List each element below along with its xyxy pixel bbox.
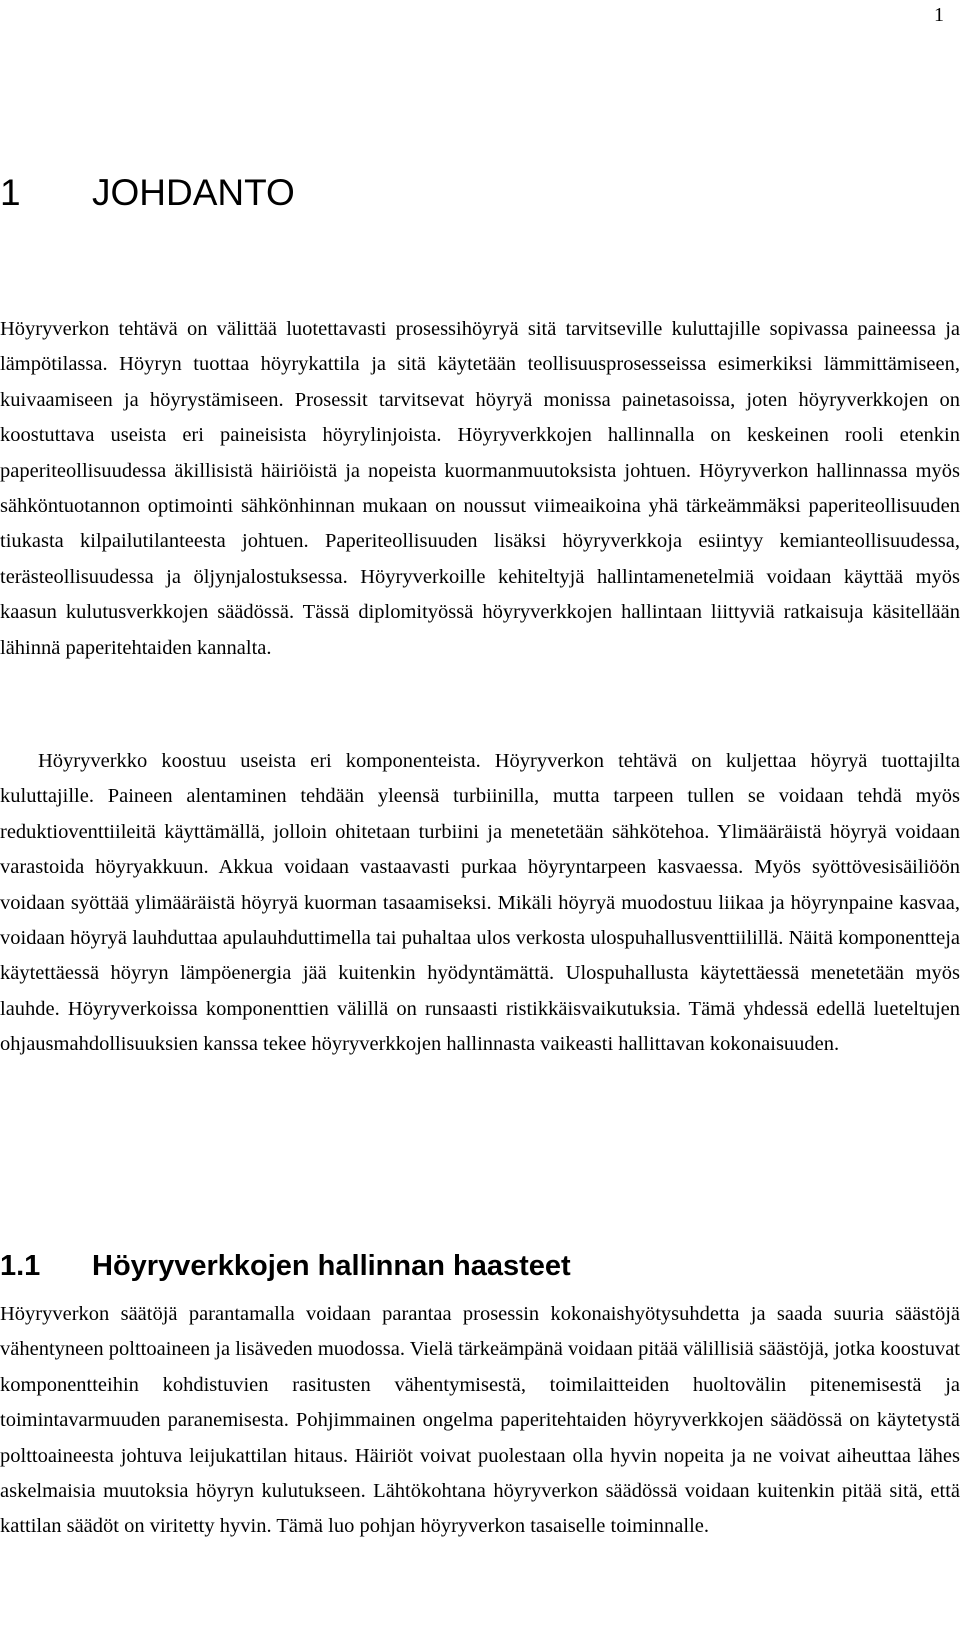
intro-paragraph-1: Höyryverkon tehtävä on välittää luotettavasti prosessihöyryä sitä tarvitseville kuluttajille sopivassa paineessa ja lämpötilassa. Höyryn tuottaa höyrykattila ja sitä käytetään teollisuusprosesseissa esimerkiksi lämmittämiseen, kuivaamiseen ja höyrystämiseen. Prosessit tarvitsevat höyryä monissa painetasoissa, joten höyryverkkojen on koostuttava useista eri paineisista höyrylinjoista. Höyryverkkojen hallinnalla on keskeinen rooli etenkin paperiteollisuudessa äkillisistä häiriöistä ja nopeista kuormanmuutoksista johtuen. Höyryverkon hallinnassa myös sähköntuotannon optimointi sähkönhinnan mukaan on noussut viimeaikoina yhä tärkeämmäksi paperiteollisuuden tiukasta kilpailutilanteesta johtuen. Paperiteollisuuden lisäksi höyryverkkoja esiintyy kemianteollisuudessa, terästeollisuudessa ja öljynjalostuksessa. Höyryverkoille kehiteltyjä hallintamenetelmiä voidaan käyttää myös kaasun kulutusverkkojen säädössä. Tässä diplomityössä höyryverkkojen hallintaan liittyviä ratkaisuja käsitellään lähinnä paperitehtaiden kannalta. xyxy=(0,318,960,659)
chapter-heading xyxy=(0,172,295,214)
chapter-number: 1 xyxy=(0,172,21,213)
chapter-title: JOHDANTO xyxy=(92,172,295,213)
section-number: 1.1 xyxy=(0,1250,41,1282)
section-paragraph-1: Höyryverkon säätöjä parantamalla voidaan parantaa prosessin kokonaishyötysuhdetta ja saada suuria säästöjä vähentyneen polttoaineen ja lisäveden muodossa. Vielä tärkeämpänä voidaan pitää välillisiä säästöjä, jotka koostuvat komponentteihin kohdistuvien rasitusten vähentymisestä, toimilaitteiden huoltovälin pitenemisestä ja toimintavarmuuden paranemisesta. Pohjimmainen ongelma paperitehtaiden höyryverkkojen säädössä on käytetystä polttoaineesta johtuva leijukattilan hitaus. Häiriöt voivat puolestaan olla hyvin nopeita ja ne voivat aiheuttaa lähes askelmaisia muutoksia höyryn kulutukseen. Lähtökohtana höyryverkon säädössä voidaan kuitenkin pitää sitä, että kattilan säädöt on viritetty hyvin. Tämä luo pohjan höyryverkon tasaiselle toiminnalle. xyxy=(0,1303,960,1538)
intro-paragraph-2: Höyryverkko koostuu useista eri komponenteista. Höyryverkon tehtävä on kuljettaa höyryä tuottajilta kuluttajille. Paineen alentaminen tehdään yleensä turbiinilla, mutta tarpeen tullen se voidaan tehdä myös reduktioventtiileitä käyttämällä, jolloin ohitetaan turbiini ja menetetään sähkötehoa. Ylimääräistä höyryä voidaan varastoida höyryakkuun. Akkua voidaan vastaavasti purkaa höyryntarpeen kasvaessa. Myös syöttövesisäiliöön voidaan syöttää ylimääräistä höyryä kuorman tasaamiseksi. Mikäli höyryä muodostuu liikaa ja höyrynpaine kasvaa, voidaan höyryä lauhduttaa apulauhduttimella tai puhaltaa ulos verkosta ulospuhallusventtiilillä. Näitä komponentteja käytettäessä höyryn lämpöenergia jää kuitenkin hyödyntämättä. Ulospuhallusta käytettäessä menetetään myös lauhde. Höyryverkoissa komponenttien välillä on runsaasti ristikkäisvaikutuksia. Tämä yhdessä edellä lueteltujen ohjausmahdollisuuksien kanssa tekee höyryverkkojen hallinnasta vaikeasti hallittavan kokonaisuuden. xyxy=(0,750,960,1056)
section-heading xyxy=(0,1250,571,1283)
section-title: Höyryverkkojen hallinnan haasteet xyxy=(92,1250,571,1282)
page-number: 1 xyxy=(934,4,944,26)
